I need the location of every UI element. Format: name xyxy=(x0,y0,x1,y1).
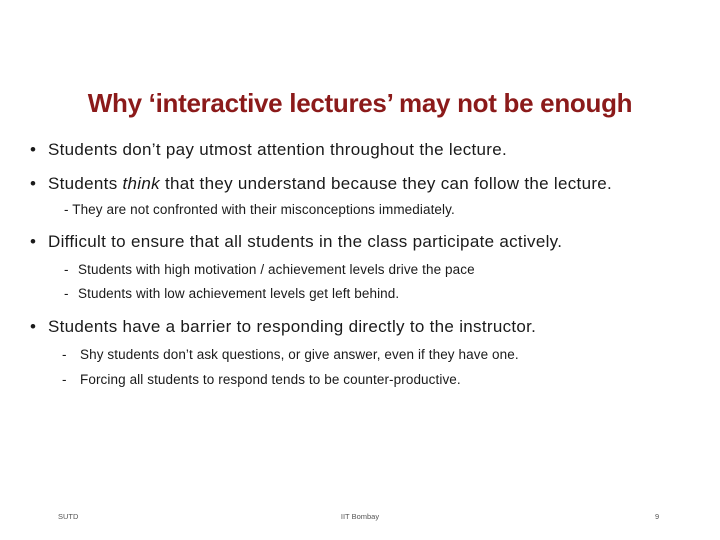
bullet-marker: • xyxy=(30,174,37,193)
bullet-4 xyxy=(30,317,536,337)
footer-page-number: 9 xyxy=(655,512,660,521)
sub-text: Forcing all students to respond tends to be counter-productive. xyxy=(80,372,461,387)
bullet-3-text: Difficult to ensure that all students in the class participate actively. xyxy=(48,232,563,251)
bullet-marker: • xyxy=(30,232,37,251)
bullet-2-sub-1 xyxy=(64,202,455,217)
sub-text: Students with low achievement levels get left behind. xyxy=(78,286,400,301)
bullet-1-text: Students don’t pay utmost attention throughout the lecture. xyxy=(48,140,508,159)
bullet-3-sub-1 xyxy=(64,262,475,277)
bullet-2-text-b: that they understand because they can follow the lecture. xyxy=(159,174,613,193)
bullet-4-sub-1 xyxy=(62,347,519,362)
sub-text: Students with high motivation / achievement levels drive the pace xyxy=(78,262,475,277)
bullet-4-sub-2 xyxy=(62,372,461,387)
sub-marker: - xyxy=(62,347,67,362)
bullet-2 xyxy=(30,174,612,194)
bullet-2-text-a: Students xyxy=(48,174,123,193)
bullet-marker: • xyxy=(30,317,37,336)
sub-text: They are not confronted with their misconceptions immediately. xyxy=(72,202,455,217)
bullet-1 xyxy=(30,140,507,160)
bullet-3 xyxy=(30,232,562,252)
bullet-3-sub-2 xyxy=(64,286,399,301)
sub-text: Shy students don’t ask questions, or give answer, even if they have one. xyxy=(80,347,519,362)
sub-marker: - xyxy=(64,262,69,277)
bullet-marker: • xyxy=(30,140,37,159)
sub-marker: - xyxy=(62,372,67,387)
bullet-4-text: Students have a barrier to responding directly to the instructor. xyxy=(48,317,537,336)
sub-marker: - xyxy=(64,202,69,217)
sub-marker: - xyxy=(64,286,69,301)
footer-center: IIT Bombay xyxy=(340,512,380,521)
bullet-2-text-emphasis: think xyxy=(122,174,160,193)
footer-left: SUTD xyxy=(58,512,79,521)
slide-title: Why ‘interactive lectures’ may not be enough xyxy=(87,88,633,118)
